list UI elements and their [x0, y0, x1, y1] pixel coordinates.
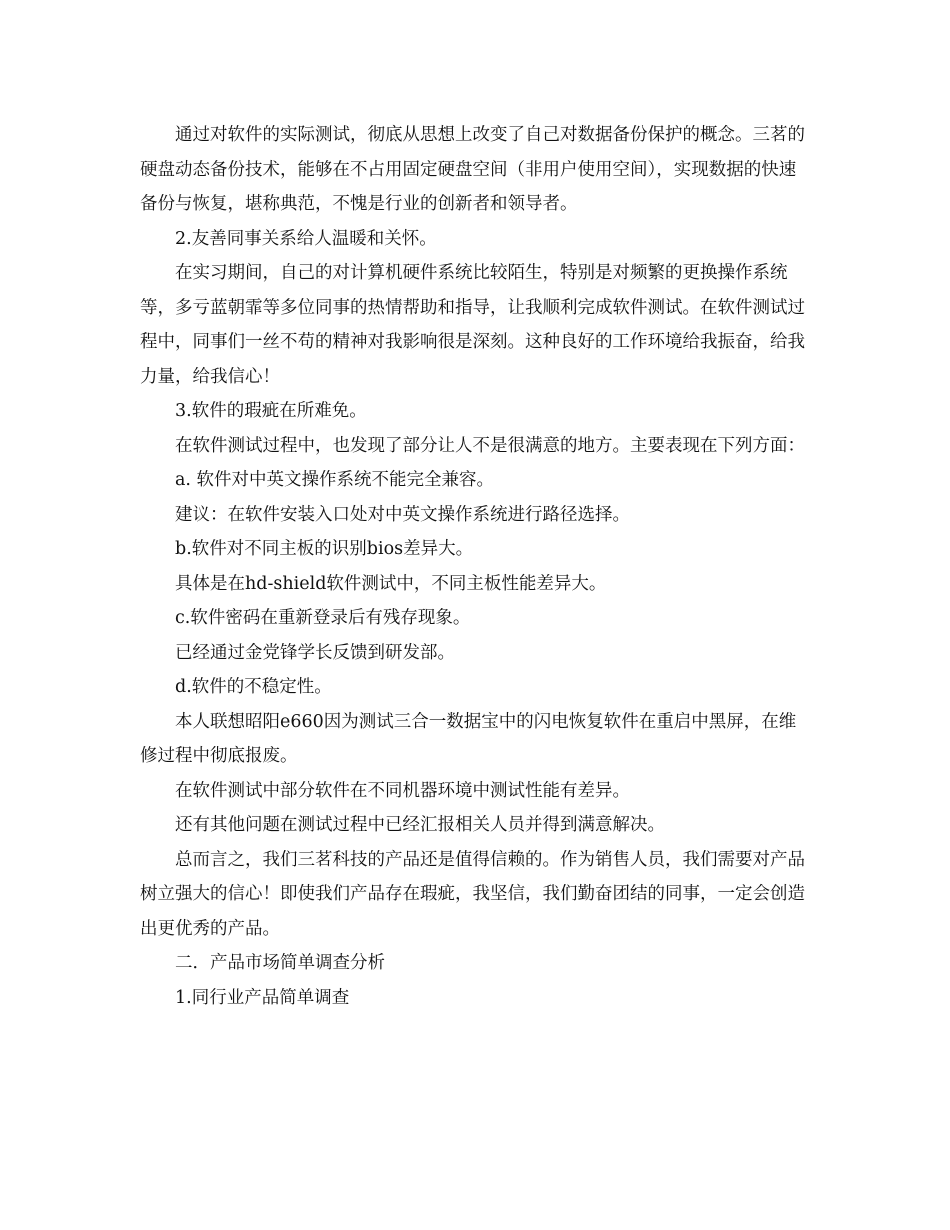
paragraph-flaws-intro: 在软件测试过程中，也发现了部分让人不是很满意的地方。主要表现在下列方面： — [175, 435, 805, 456]
paragraph-backup-concept: 通过对软件的实际测试，彻底从思想上改变了自己对数据备份保护的概念。三茗的硬盘动态备份技术，能够在不占用固定硬盘空间（非用户使用空间），实现数据的快速备份与恢复，堪称典范，不愧是行业的创新者和领导者。 — [140, 125, 805, 214]
paragraph-conclusion: 总而言之，我们三茗科技的产品还是值得信赖的。作为销售人员，我们需要对产品树立强大的信心！即使我们产品存在瑕疵，我坚信，我们勤奋团结的同事，一定会创造出更优秀的产品。 — [140, 849, 805, 939]
heading-colleague-relations: 2.友善同事关系给人温暖和关怀。 — [175, 228, 437, 249]
list-item-a: a. 软件对中英文操作系统不能完全兼容。 — [175, 470, 495, 490]
section-heading-market-analysis: 二．产品市场简单调查分析 — [175, 953, 385, 973]
paragraph-other-issues: 还有其他问题在测试过程中已经汇报相关人员并得到满意解决。 — [175, 815, 665, 835]
list-item-b-detail: 具体是在hd-shield软件测试中，不同主板性能差异大。 — [175, 573, 607, 594]
subheading-industry-survey: 1.同行业产品简单调查 — [175, 987, 350, 1008]
list-item-b: b.软件对不同主板的识别bios差异大。 — [175, 539, 474, 559]
heading-software-flaws: 3.软件的瑕疵在所难免。 — [175, 401, 367, 421]
list-item-c-detail: 已经通过金党锋学长反馈到研发部。 — [175, 642, 455, 663]
list-item-c: c.软件密码在重新登录后有残存现象。 — [175, 608, 471, 628]
paragraph-internship-help: 在实习期间，自己的对计算机硬件系统比较陌生，特别是对频繁的更换操作系统等，多亏蓝朝霏等多位同事的热情帮助和指导，让我顺利完成软件测试。在软件测试过程中，同事们一丝不苟的精神对我影响很是深刻。这种良好的工作环境给我振奋，给我力量，给我信心！ — [140, 263, 805, 387]
list-item-a-suggestion: 建议：在软件安装入口处对中英文操作系统进行路径选择。 — [175, 504, 630, 525]
list-item-d: d.软件的不稳定性。 — [175, 677, 332, 697]
document-body — [140, 118, 812, 1015]
paragraph-laptop-incident: 本人联想昭阳e660因为测试三合一数据宝中的闪电恢复软件在重启中黑屏，在维修过程中彻底报废。 — [140, 711, 797, 766]
paragraph-performance-difference: 在软件测试中部分软件在不同机器环境中测试性能有差异。 — [175, 780, 630, 801]
